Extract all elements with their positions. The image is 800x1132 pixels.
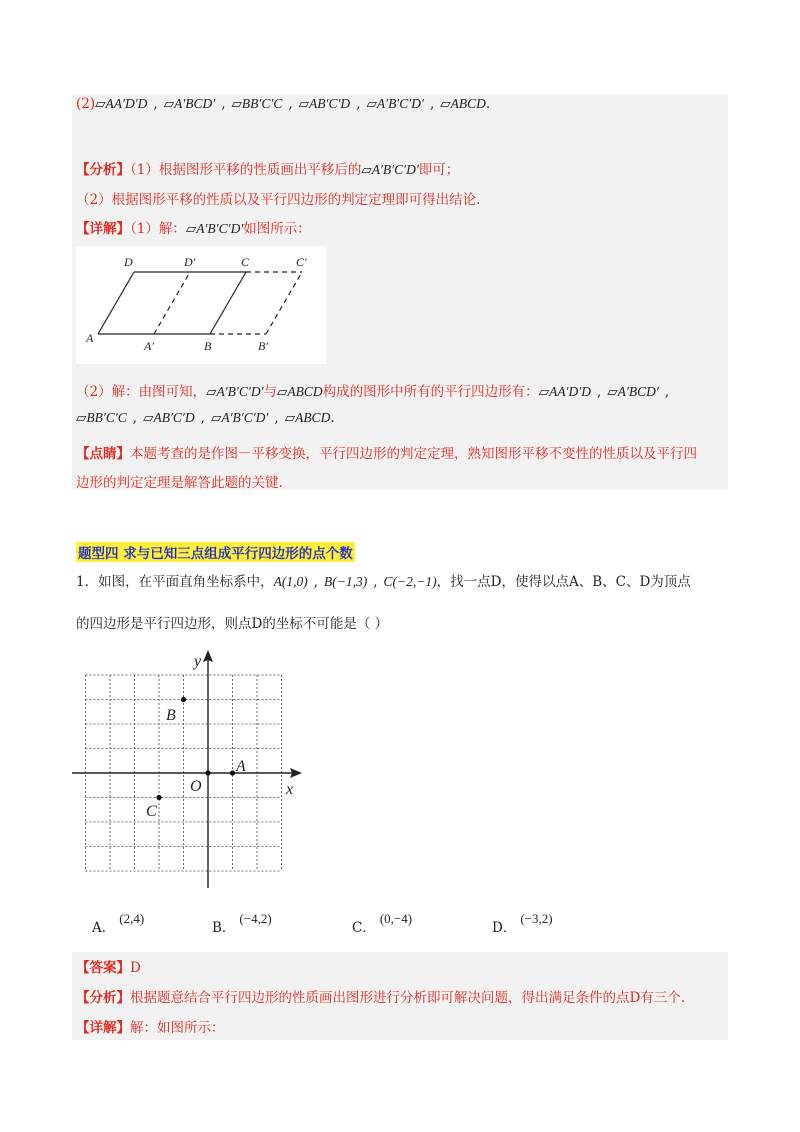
origin-label: O xyxy=(190,778,202,795)
part2-answer-line-1: （2）解：由图可知，▱A′B′C′D′与▱ABCD构成的图形中所有的平行四边形有：▱AA′D′D , ▱A′BCD′ , xyxy=(76,384,670,400)
analysis2-line: 【分析】根据题意结合平行四边形的性质画出图形进行分析即可解决问题，得出满足条件的点D有三个. xyxy=(76,990,686,1006)
point-A xyxy=(230,770,235,775)
point-label-A: A xyxy=(236,758,246,775)
axis-label-y: y xyxy=(194,653,202,670)
label-D: D xyxy=(124,255,133,269)
detail-line: 【详解】（1）解：▱A′B′C′D′如图所示： xyxy=(76,221,311,237)
translation-figure xyxy=(76,246,326,364)
option-a[interactable]: A．(2,4) xyxy=(92,911,145,936)
point-B xyxy=(181,697,186,702)
part2-prefix: (2) xyxy=(76,96,96,112)
label-A-prime: A′ xyxy=(144,339,154,353)
answer-value: D xyxy=(130,960,141,976)
label-C: C xyxy=(241,255,250,269)
coordinate-grid-figure xyxy=(66,648,316,892)
label-A: A xyxy=(86,331,94,345)
part2-answer-line-2: ▱BB′C′C , ▱AB′C′D , ▱A′B′C′D′ , ▱ABCD. xyxy=(76,410,335,426)
axis-label-x: x xyxy=(286,781,294,798)
answer-tag: 【答案】 xyxy=(76,960,130,976)
label-B: B xyxy=(204,339,212,353)
parallelogram-item: ▱AA′D′D xyxy=(95,96,148,111)
analysis-tag: 【分析】 xyxy=(76,162,130,178)
analysis-line-1: 【分析】（1）根据图形平移的性质画出平移后的▱A′B′C′D′即可； xyxy=(76,162,460,178)
part2-list: (2)▱AA′D′D , ▱A′BCD′ , ▱BB′C′C , ▱AB′C′D , ▱A′B′C′D′ , ▱ABCD. xyxy=(76,96,491,112)
question-line-2: 的四边形是平行四边形，则点D的坐标不可能是（ ） xyxy=(76,616,389,632)
comment-line-1: 【点睛】本题考查的是作图－平移变换，平行四边形的判定定理，熟知图形平移不变性的性质以及平行四 xyxy=(76,446,697,462)
comment-tag: 【点睛】 xyxy=(76,446,130,462)
parallelogram-item: ▱A′B′C′D′ xyxy=(366,96,424,111)
comment-line-2: 边形的判定定理是解答此题的关键. xyxy=(76,475,283,491)
option-b[interactable]: B．(−4,2) xyxy=(212,911,272,936)
point-A-coord: A(1,0) xyxy=(273,574,308,589)
answer-line xyxy=(76,956,141,976)
option-c[interactable]: C．(0,−4) xyxy=(352,911,413,936)
detail-tag: 【详解】 xyxy=(76,221,130,237)
section-heading: 题型四 求与已知三点组成平行四边形的点个数 xyxy=(76,542,355,562)
point-label-C: C xyxy=(146,803,157,820)
parallelogram-item: ▱BB′C′C xyxy=(231,96,283,111)
point-C xyxy=(156,795,161,800)
label-D-prime: D′ xyxy=(184,255,196,269)
parallelogram-item: ▱A′BCD′ xyxy=(163,96,216,111)
analysis2-tag: 【分析】 xyxy=(76,990,130,1006)
point-B-coord: B(−1,3) xyxy=(324,574,368,589)
label-C-prime: C′ xyxy=(296,255,307,269)
detail2-line: 【详解】解：如图所示： xyxy=(76,1020,225,1036)
point-C-coord: C(−2,−1) xyxy=(383,574,437,589)
point-O xyxy=(205,770,210,775)
point-label-B: B xyxy=(166,707,176,724)
parallelogram-item: ▱ABCD xyxy=(440,96,486,111)
parallelogram-item: ▱AB′C′D xyxy=(298,96,351,111)
analysis-line-2: （2）根据图形平移的性质以及平行四边形的判定定理即可得出结论. xyxy=(76,192,481,208)
option-d[interactable]: D．(−3,2) xyxy=(492,911,553,936)
label-B-prime: B′ xyxy=(258,339,268,353)
question-line-1: 1．如图，在平面直角坐标系中，A(1,0) , B(−1,3) , C(−2,−1)，找一点D，使得以点A、B、C、D为顶点 xyxy=(76,574,691,590)
detail2-tag: 【详解】 xyxy=(76,1020,130,1036)
